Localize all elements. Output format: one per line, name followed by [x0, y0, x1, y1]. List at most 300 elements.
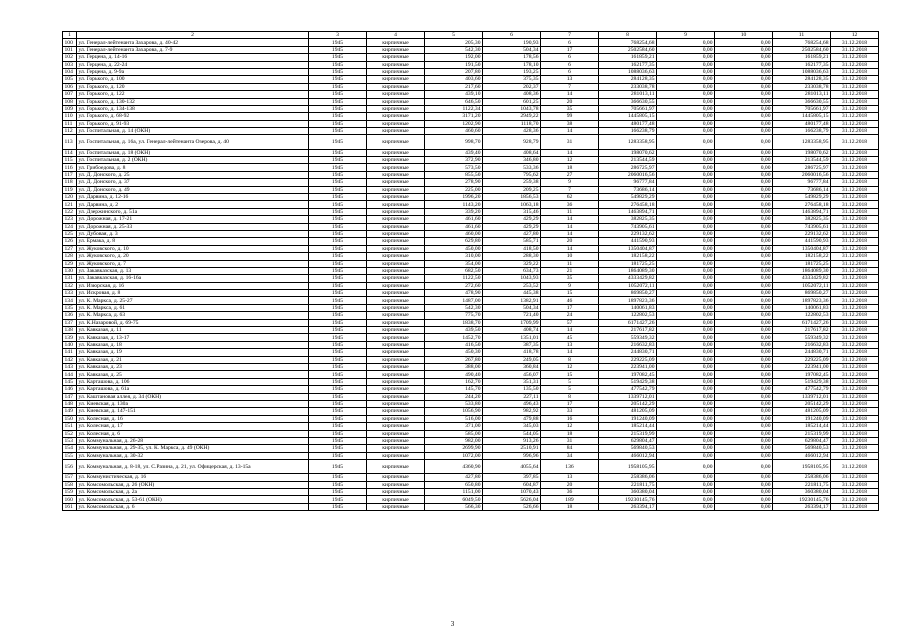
table-cell: кирпичные	[367, 245, 425, 252]
table-row	[63, 39, 879, 46]
table-cell: 1838,70	[425, 319, 483, 326]
table-cell: 0,00	[715, 223, 773, 230]
table-cell: 4333429,82	[599, 275, 657, 282]
column-number: 11	[773, 32, 831, 39]
table-cell: кирпичные	[367, 83, 425, 90]
table-cell: 0,00	[657, 245, 715, 252]
table-cell: 982,92	[483, 408, 541, 415]
table-cell: 24	[541, 312, 599, 319]
table-cell: 118	[63, 179, 77, 186]
table-cell: 138	[63, 327, 77, 334]
table-cell: 7	[541, 83, 599, 90]
table-cell: 119	[63, 186, 77, 193]
table-cell: 110	[63, 113, 77, 120]
table-cell: ул. Колесная, д. 6	[77, 430, 309, 437]
table-row	[63, 238, 879, 245]
table-cell: 869850,27	[773, 290, 831, 297]
table-cell: 0,00	[657, 68, 715, 75]
table-cell: 140	[63, 341, 77, 348]
table-cell: 31.12.2018	[831, 423, 879, 430]
table-cell: 33	[541, 408, 599, 415]
table-cell: 1945	[309, 149, 367, 156]
table-cell: ул. Закавказская, д. 13	[77, 267, 309, 274]
table-cell: 12	[541, 363, 599, 370]
table-cell: 360380,04	[773, 489, 831, 496]
table-cell: 166238,79	[773, 128, 831, 135]
table-cell: 315,46	[483, 208, 541, 215]
table-row	[63, 216, 879, 223]
table-cell: 227,11	[483, 393, 541, 400]
table-cell: 354,00	[425, 260, 483, 267]
table-cell: 126	[63, 238, 77, 245]
table-cell: 1945	[309, 297, 367, 304]
table-row	[63, 245, 879, 252]
table-row	[63, 496, 879, 503]
table-cell: 0,00	[715, 253, 773, 260]
table-cell: 129	[63, 260, 77, 267]
table-cell: 31.12.2018	[831, 503, 879, 510]
table-cell: 124	[63, 223, 77, 230]
table-cell: 9	[541, 282, 599, 289]
table-cell: 31.12.2018	[831, 54, 879, 61]
table-cell: ул. Горького, д. 91-93	[77, 120, 309, 127]
table-cell: 0,00	[657, 113, 715, 120]
table-cell: 31.12.2018	[831, 282, 879, 289]
table-cell: 116	[63, 164, 77, 171]
table-cell: 0,00	[715, 260, 773, 267]
table-cell: 31.12.2018	[831, 230, 879, 237]
table-cell: 191240,09	[599, 415, 657, 422]
table-cell: 0,00	[715, 238, 773, 245]
table-cell: 1382,91	[483, 297, 541, 304]
table-cell: 2949,22	[483, 113, 541, 120]
table-cell: 141	[63, 349, 77, 356]
table-cell: 104	[63, 68, 77, 75]
table-row	[63, 194, 879, 201]
table-cell: ул. Горького, д. 130-132	[77, 98, 309, 105]
table-row	[63, 68, 879, 75]
table-cell: 585,71	[483, 238, 541, 245]
table-cell: ул. Д. Донского, д. 49	[77, 186, 309, 193]
table-cell: 516,00	[425, 415, 483, 422]
table-cell: 31.12.2018	[831, 386, 879, 393]
table-row	[63, 179, 879, 186]
table-cell: 397,85	[483, 474, 541, 481]
table-cell: 345,03	[483, 423, 541, 430]
table-row	[63, 54, 879, 61]
table-cell: 217617,82	[599, 327, 657, 334]
table-cell: 253,52	[483, 282, 541, 289]
table-cell: 221811,75	[773, 481, 831, 488]
table-cell: 375,35	[483, 76, 541, 83]
table-cell: 346,80	[483, 157, 541, 164]
table-cell: 0,00	[715, 445, 773, 452]
table-cell: 504,34	[483, 304, 541, 311]
table-cell: 0,00	[715, 304, 773, 311]
table-cell: 17	[541, 46, 599, 53]
table-cell: кирпичные	[367, 164, 425, 171]
table-cell: 460,60	[425, 128, 483, 135]
table-cell: 0,00	[715, 460, 773, 474]
table-cell: 526,66	[483, 503, 541, 510]
table-cell: 14	[541, 327, 599, 334]
table-cell: кирпичные	[367, 39, 425, 46]
table-cell: 1945	[309, 408, 367, 415]
table-row	[63, 297, 879, 304]
table-row	[63, 290, 879, 297]
table-cell: ул. Герцена, д. 14-16	[77, 54, 309, 61]
table-cell: 217,60	[425, 83, 483, 90]
table-cell: 416,50	[425, 341, 483, 348]
table-cell: 8	[541, 393, 599, 400]
table-cell: 0,00	[657, 334, 715, 341]
table-cell: 249,05	[483, 356, 541, 363]
table-cell: 153	[63, 437, 77, 444]
table-cell: 31.12.2018	[831, 194, 879, 201]
table-cell: 1143,20	[425, 201, 483, 208]
table-cell: кирпичные	[367, 437, 425, 444]
table-row	[63, 201, 879, 208]
table-cell: 445,38	[483, 290, 541, 297]
table-cell: 0,00	[657, 356, 715, 363]
table-cell: 96777,84	[599, 179, 657, 186]
table-cell: 573,50	[425, 164, 483, 171]
table-cell: 0,00	[657, 238, 715, 245]
table-cell: ул. Горького, д. 68-92	[77, 113, 309, 120]
table-cell: 122802,53	[599, 312, 657, 319]
table-cell: 0,00	[657, 423, 715, 430]
table-cell: 181725,25	[599, 260, 657, 267]
table-cell: 14	[541, 349, 599, 356]
table-cell: ул. Горького, д. 100	[77, 76, 309, 83]
table-cell: 281013,11	[599, 91, 657, 98]
table-cell: 0,00	[715, 76, 773, 83]
table-cell: 1072,00	[425, 452, 483, 459]
table-cell: 1945	[309, 253, 367, 260]
table-cell: 1945	[309, 61, 367, 68]
table-cell: 1945	[309, 54, 367, 61]
table-cell: 566,30	[425, 503, 483, 510]
table-cell: 0,00	[657, 98, 715, 105]
table-cell: ул. Госпитальная, д. 18 (ОКН)	[77, 149, 309, 156]
table-cell: 549829,29	[773, 194, 831, 201]
table-cell: 286725,97	[599, 164, 657, 171]
table-cell: 0,00	[715, 54, 773, 61]
table-cell: 1945	[309, 223, 367, 230]
table-cell: 461,60	[425, 216, 483, 223]
table-cell: 31.12.2018	[831, 349, 879, 356]
table-cell: 0,00	[657, 297, 715, 304]
table-cell: 0,00	[715, 496, 773, 503]
table-cell: 20	[541, 98, 599, 105]
table-cell: кирпичные	[367, 208, 425, 215]
table-cell: 0,00	[657, 282, 715, 289]
table-cell: 161859,21	[773, 54, 831, 61]
table-cell: 0,00	[657, 105, 715, 112]
table-cell: 382825,35	[773, 216, 831, 223]
table-row	[63, 260, 879, 267]
table-cell: кирпичные	[367, 452, 425, 459]
table-cell: ул. Дарвина, д. 2	[77, 201, 309, 208]
table-cell: 35	[541, 105, 599, 112]
table-cell: 1945	[309, 371, 367, 378]
table-cell: 102	[63, 54, 77, 61]
table-cell: 0,00	[715, 171, 773, 178]
table-cell: 1945	[309, 98, 367, 105]
table-cell: 2060016,56	[599, 171, 657, 178]
table-cell: 31.12.2018	[831, 98, 879, 105]
page-number: 3	[450, 620, 455, 628]
table-row	[63, 312, 879, 319]
table-cell: 5626,04	[483, 496, 541, 503]
table-cell: 197082,45	[773, 371, 831, 378]
table-cell: кирпичные	[367, 327, 425, 334]
table-cell: 2502584,60	[599, 46, 657, 53]
table-cell: 229132,62	[599, 230, 657, 237]
table-cell: 0,00	[657, 496, 715, 503]
table-cell: 0,00	[715, 474, 773, 481]
table-cell: кирпичные	[367, 334, 425, 341]
table-cell: 408,74	[483, 327, 541, 334]
table-cell: 31.12.2018	[831, 157, 879, 164]
table-cell: 0,00	[657, 474, 715, 481]
table-cell: ул. Дубовая, д. 3	[77, 230, 309, 237]
table-cell: 276458,18	[599, 201, 657, 208]
table-cell: 144	[63, 371, 77, 378]
table-cell: 8	[541, 356, 599, 363]
table-cell: 387,35	[483, 341, 541, 348]
table-cell: 1088036,63	[599, 68, 657, 75]
table-cell: 136	[63, 312, 77, 319]
table-cell: 106	[63, 83, 77, 90]
table-cell: 542,30	[425, 46, 483, 53]
table-cell: ул. Комсомольская, д. 6	[77, 503, 309, 510]
table-cell: 159	[63, 489, 77, 496]
table-cell: кирпичные	[367, 91, 425, 98]
table-cell: 1945	[309, 481, 367, 488]
table-cell: 0,00	[657, 489, 715, 496]
table-cell: 480177,48	[773, 120, 831, 127]
table-cell: 263394,17	[599, 503, 657, 510]
table-cell: ул. К. Маркса, д. 25-27	[77, 297, 309, 304]
table-cell: 35	[541, 275, 599, 282]
table-cell: 0,00	[715, 149, 773, 156]
table-cell: 191,50	[425, 61, 483, 68]
table-cell: 4360,90	[425, 460, 483, 474]
table-cell: 0,00	[715, 201, 773, 208]
table-cell: 1945	[309, 179, 367, 186]
table-cell: 0,00	[715, 297, 773, 304]
table-cell: 108	[63, 98, 77, 105]
table-cell: 0,00	[715, 481, 773, 488]
table-cell: 0,00	[657, 135, 715, 149]
table-row	[63, 223, 879, 230]
table-row	[63, 341, 879, 348]
table-cell: 1351,01	[483, 334, 541, 341]
table-cell: 14	[541, 230, 599, 237]
table-cell: 57	[541, 319, 599, 326]
table-cell: 1996,20	[425, 194, 483, 201]
table-cell: 31.12.2018	[831, 489, 879, 496]
table-cell: 1945	[309, 496, 367, 503]
column-number: 4	[367, 32, 425, 39]
table-cell: 216632,83	[773, 341, 831, 348]
table-cell: 223941,00	[599, 363, 657, 370]
table-cell: 1945	[309, 39, 367, 46]
table-cell: 31.12.2018	[831, 290, 879, 297]
table-cell: 111	[63, 120, 77, 127]
table-row	[63, 275, 879, 282]
table-cell: 0,00	[657, 208, 715, 215]
table-cell: 1122,34	[425, 105, 483, 112]
table-row	[63, 157, 879, 164]
table-row	[63, 356, 879, 363]
table-cell: 140061,83	[599, 304, 657, 311]
table-row	[63, 408, 879, 415]
table-cell: 20	[541, 481, 599, 488]
table-cell: 121	[63, 201, 77, 208]
table-cell: 372,90	[425, 157, 483, 164]
column-number-row	[63, 32, 879, 39]
table-cell: 31.12.2018	[831, 319, 879, 326]
table-cell: 0,00	[715, 128, 773, 135]
table-cell: 1052072,11	[773, 282, 831, 289]
table-cell: кирпичные	[367, 68, 425, 75]
table-cell: 0,00	[715, 378, 773, 385]
table-cell: 18	[541, 430, 599, 437]
table-cell: 114	[63, 149, 77, 156]
table-cell: 31.12.2018	[831, 105, 879, 112]
table-cell: 0,00	[715, 194, 773, 201]
table-row	[63, 423, 879, 430]
table-cell: 31.12.2018	[831, 496, 879, 503]
table-cell: 466012,94	[599, 452, 657, 459]
table-cell: 0,00	[657, 39, 715, 46]
table-cell: 310,00	[425, 253, 483, 260]
table-cell: 73686,14	[773, 186, 831, 193]
table-cell: 31.12.2018	[831, 216, 879, 223]
table-cell: 1043,93	[483, 275, 541, 282]
column-number: 7	[541, 32, 599, 39]
table-cell: 193,25	[483, 68, 541, 75]
table-cell: 151	[63, 423, 77, 430]
table-cell: 1864089,30	[773, 267, 831, 274]
table-row	[63, 393, 879, 400]
table-cell: 263394,17	[773, 503, 831, 510]
table-cell: 162177,35	[599, 61, 657, 68]
table-cell: кирпичные	[367, 290, 425, 297]
table-cell: 45	[541, 334, 599, 341]
table-row	[63, 76, 879, 83]
table-cell: 244,20	[425, 393, 483, 400]
table-cell: кирпичные	[367, 201, 425, 208]
table-cell: 0,00	[715, 312, 773, 319]
table-cell: 0,00	[657, 171, 715, 178]
table-cell: 1897823,36	[599, 297, 657, 304]
table-cell: 14	[541, 128, 599, 135]
table-cell: ул. К. Маркса, д. 63	[77, 312, 309, 319]
table-row	[63, 83, 879, 90]
table-row	[63, 171, 879, 178]
table-cell: 1945	[309, 282, 367, 289]
table-cell: 7	[541, 186, 599, 193]
table-cell: ул. Коммунальная, д. 29-35, ул. К. Маркса, д. 49 (ОКН)	[77, 445, 309, 452]
table-cell: 0,00	[715, 245, 773, 252]
table-cell: 120	[63, 194, 77, 201]
table-cell: 1283358,95	[599, 135, 657, 149]
table-cell: 0,00	[715, 423, 773, 430]
table-cell: ул. Госпитальная, д. 14 (ОКН)	[77, 128, 309, 135]
table-cell: 16	[541, 415, 599, 422]
table-cell: 15	[541, 290, 599, 297]
table-cell: 382825,35	[599, 216, 657, 223]
table-cell: 31.12.2018	[831, 135, 879, 149]
table-row	[63, 98, 879, 105]
table-cell: 31.12.2018	[831, 186, 879, 193]
table-cell: 0,00	[715, 105, 773, 112]
table-cell: кирпичные	[367, 489, 425, 496]
table-cell: 0,00	[657, 46, 715, 53]
table-cell: ул. Грибоедова, д. 8	[77, 164, 309, 171]
table-row	[63, 349, 879, 356]
table-cell: кирпичные	[367, 76, 425, 83]
table-cell: 1452,70	[425, 334, 483, 341]
table-cell: 103	[63, 61, 77, 68]
table-cell: кирпичные	[367, 238, 425, 245]
table-cell: 408,64	[483, 149, 541, 156]
table-cell: 21	[541, 267, 599, 274]
table-cell: 1063,18	[483, 201, 541, 208]
table-row	[63, 135, 879, 149]
table-row	[63, 371, 879, 378]
table-row	[63, 267, 879, 274]
table-cell: 1945	[309, 312, 367, 319]
table-cell: ул. Колесная, д. 16	[77, 415, 309, 422]
table-cell: кирпичные	[367, 503, 425, 510]
table-cell: 604,87	[483, 481, 541, 488]
table-cell: 31.12.2018	[831, 164, 879, 171]
table-cell: ул. Кавказая, д. 19	[77, 349, 309, 356]
table-cell: 439,50	[425, 327, 483, 334]
table-row	[63, 208, 879, 215]
table-cell: 0,00	[715, 91, 773, 98]
table-cell: 339,20	[425, 208, 483, 215]
table-cell: кирпичные	[367, 171, 425, 178]
table-cell: 0,00	[715, 489, 773, 496]
table-cell: 542,30	[425, 304, 483, 311]
table-cell: 768254,68	[773, 39, 831, 46]
table-cell: 634,73	[483, 267, 541, 274]
table-cell: 481205,09	[599, 408, 657, 415]
table-cell: 213544,59	[599, 157, 657, 164]
table-cell: 0,00	[657, 378, 715, 385]
table-cell: 221811,75	[599, 481, 657, 488]
table-cell: 96777,84	[773, 179, 831, 186]
table-cell: 18	[541, 164, 599, 171]
table-cell: 0,00	[657, 128, 715, 135]
table-cell: ул. Горького, д. 120	[77, 83, 309, 90]
table-cell: 12	[541, 423, 599, 430]
table-cell: 0,00	[715, 113, 773, 120]
table-cell: 31.12.2018	[831, 327, 879, 334]
table-cell: 6049,50	[425, 496, 483, 503]
table-cell: ул. Коммунальная, д. 30-32	[77, 452, 309, 459]
table-cell: 1945	[309, 83, 367, 90]
table-cell: 0,00	[715, 393, 773, 400]
table-cell: 1945	[309, 230, 367, 237]
table-cell: 1945	[309, 245, 367, 252]
table-row	[63, 319, 879, 326]
